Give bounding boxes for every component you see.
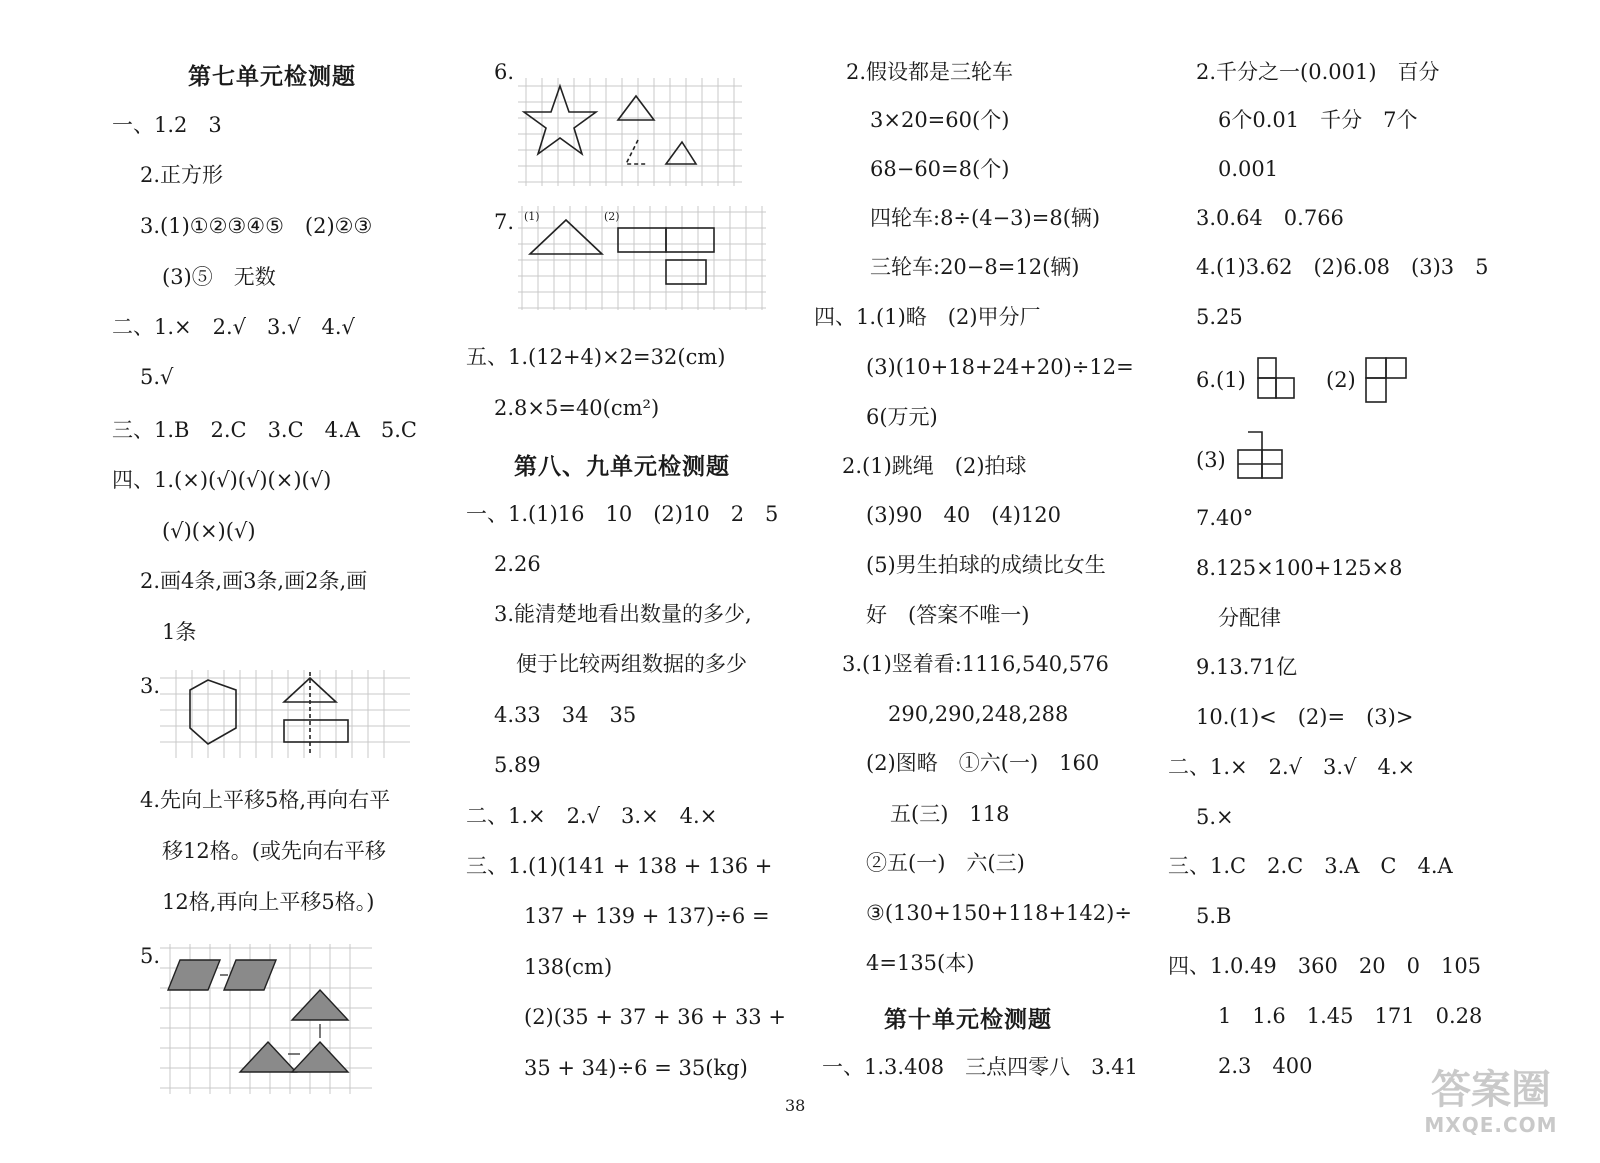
answer-line: 3.(1)①②③④⑤ (2)②③ xyxy=(140,214,373,238)
page-number: 38 xyxy=(785,1096,806,1115)
answer-line: 三轮车:20−8=12(辆) xyxy=(870,255,1080,279)
answer-line: 三、1.(1)(141 + 138 + 136 + xyxy=(466,854,773,878)
translation-grid xyxy=(160,944,372,1094)
answer-line: 6个0.01 千分 7个 xyxy=(1218,108,1418,132)
answer-line: 2.(1)跳绳 (2)拍球 xyxy=(842,454,1027,478)
grid7-label-2: (2) xyxy=(604,210,620,223)
watermark-line-2: MXQE.COM xyxy=(1424,1113,1558,1137)
answer-line: ②五(一) 六(三) xyxy=(866,851,1025,875)
answer-line: 3. xyxy=(140,674,161,698)
answer-line: 4.先向上平移5格,再向右平 xyxy=(140,788,391,812)
answer-line: 3.0.64 0.766 xyxy=(1196,206,1344,230)
answer-line: ③(130+150+118+142)÷ xyxy=(866,901,1132,925)
answer-line: 二、1.× 2.√ 3.√ 4.× xyxy=(1168,755,1416,779)
answer-line: 138(cm) xyxy=(524,955,613,979)
answer-line: 2.画4条,画3条,画2条,画 xyxy=(140,569,368,593)
answer-line: 5.89 xyxy=(494,753,541,777)
answer-line: 好 (答案不唯一) xyxy=(866,603,1030,627)
answer-line: 四、1.0.49 360 20 0 105 xyxy=(1168,954,1482,978)
answer-line: 一、1.2 3 xyxy=(112,113,222,137)
answer-line: 68−60=8(个) xyxy=(870,157,1010,181)
answer-line: (2) xyxy=(1326,368,1356,392)
answer-line: 4.33 34 35 xyxy=(494,703,637,727)
shapes-grid xyxy=(518,206,766,310)
answer-line: 便于比较两组数据的多少 xyxy=(516,652,747,676)
answer-line: 12格,再向上平移5格。) xyxy=(162,890,375,914)
answer-line: 9.13.71亿 xyxy=(1196,655,1298,679)
answer-line: 290,290,248,288 xyxy=(888,702,1069,726)
answer-line: 一、1.(1)16 10 (2)10 2 5 xyxy=(466,502,779,526)
answer-line: 5. xyxy=(140,944,161,968)
answer-line: 四、1.(1)略 (2)甲分厂 xyxy=(814,305,1041,329)
answer-line: (3)⑤ 无数 xyxy=(162,265,276,289)
answer-line: 137 + 139 + 137)÷6 = xyxy=(524,904,770,928)
answer-line: 7. xyxy=(494,210,515,234)
answer-line: 1条 xyxy=(162,620,197,644)
answer-line: 二、1.× 2.√ 3.× 4.× xyxy=(466,804,718,828)
answer-line: (2)(35 + 37 + 36 + 33 + xyxy=(524,1005,786,1029)
answer-line: 0.001 xyxy=(1218,157,1279,181)
answer-line: 三、1.C 2.C 3.A C 4.A xyxy=(1168,854,1453,878)
watermark-line-1: 答案圈 xyxy=(1431,1067,1551,1113)
answer-line: 3×20=60(个) xyxy=(870,108,1010,132)
unit7-heading: 第七单元检测题 xyxy=(188,63,356,90)
cube-net-2 xyxy=(1364,356,1414,406)
answer-line: (3) xyxy=(1196,448,1226,472)
answer-line: 5.B xyxy=(1196,904,1232,928)
answer-line: 8.125×100+125×8 xyxy=(1196,556,1403,580)
answer-line: 35 + 34)÷6 = 35(kg) xyxy=(524,1056,748,1080)
answer-line: 2.8×5=40(cm²) xyxy=(494,396,660,420)
answer-line: 4=135(本) xyxy=(866,951,975,975)
answer-line: 2.26 xyxy=(494,552,541,576)
answer-line: 移12格。(或先向右平移 xyxy=(162,839,386,863)
symmetry-figures xyxy=(160,670,410,758)
watermark-logo xyxy=(1416,1067,1566,1145)
grid7-label-1: (1) xyxy=(524,210,540,223)
answer-line: 1 1.6 1.45 171 0.28 xyxy=(1218,1004,1483,1028)
answer-line: 分配律 xyxy=(1218,606,1281,630)
answer-line: 一、1.3.408 三点四零八 3.41 xyxy=(822,1055,1138,1079)
answer-line: 三、1.B 2.C 3.C 4.A 5.C xyxy=(112,418,417,442)
answer-line: 五(三) 118 xyxy=(890,802,1010,826)
answer-line: (3)90 40 (4)120 xyxy=(866,503,1062,527)
answer-line: 5.25 xyxy=(1196,305,1243,329)
answer-line: 2.假设都是三轮车 xyxy=(846,60,1014,84)
answer-line: 五、1.(12+4)×2=32(cm) xyxy=(466,345,726,369)
answer-line: 10.(1)< (2)= (3)> xyxy=(1196,705,1414,729)
answer-line: (5)男生拍球的成绩比女生 xyxy=(866,553,1106,577)
unit89-heading: 第八、九单元检测题 xyxy=(514,453,730,480)
answer-line: 3.能清楚地看出数量的多少, xyxy=(494,602,752,626)
answer-line: 5.× xyxy=(1196,805,1234,829)
answer-line: 4.(1)3.62 (2)6.08 (3)3 5 xyxy=(1196,255,1489,279)
unit10-heading: 第十单元检测题 xyxy=(884,1006,1052,1033)
answer-line: 四、1.(×)(√)(√)(×)(√) xyxy=(112,468,332,492)
cube-net-1 xyxy=(1256,356,1310,402)
answer-line: 3.(1)竖着看:1116,540,576 xyxy=(842,652,1109,676)
answer-line: 7.40° xyxy=(1196,506,1254,530)
answer-line: 6(万元) xyxy=(866,405,938,429)
answer-line: 二、1.× 2.√ 3.√ 4.√ xyxy=(112,315,355,339)
answer-line: 5.√ xyxy=(140,365,174,389)
answer-line: 2.3 400 xyxy=(1218,1054,1313,1078)
answer-line: (3)(10+18+24+20)÷12= xyxy=(866,355,1134,379)
answer-line: (√)(×)(√) xyxy=(162,519,256,543)
answer-line: 6. xyxy=(494,60,515,84)
answer-line: 2.正方形 xyxy=(140,163,224,187)
cube-net-3 xyxy=(1236,428,1286,482)
answer-line: 6.(1) xyxy=(1196,368,1246,392)
answer-line: (2)图略 ①六(一) 160 xyxy=(866,751,1100,775)
answer-line: 2.千分之一(0.001) 百分 xyxy=(1196,60,1440,84)
answer-line: 四轮车:8÷(4−3)=8(辆) xyxy=(870,206,1101,230)
star-triangle-grid xyxy=(518,78,742,186)
